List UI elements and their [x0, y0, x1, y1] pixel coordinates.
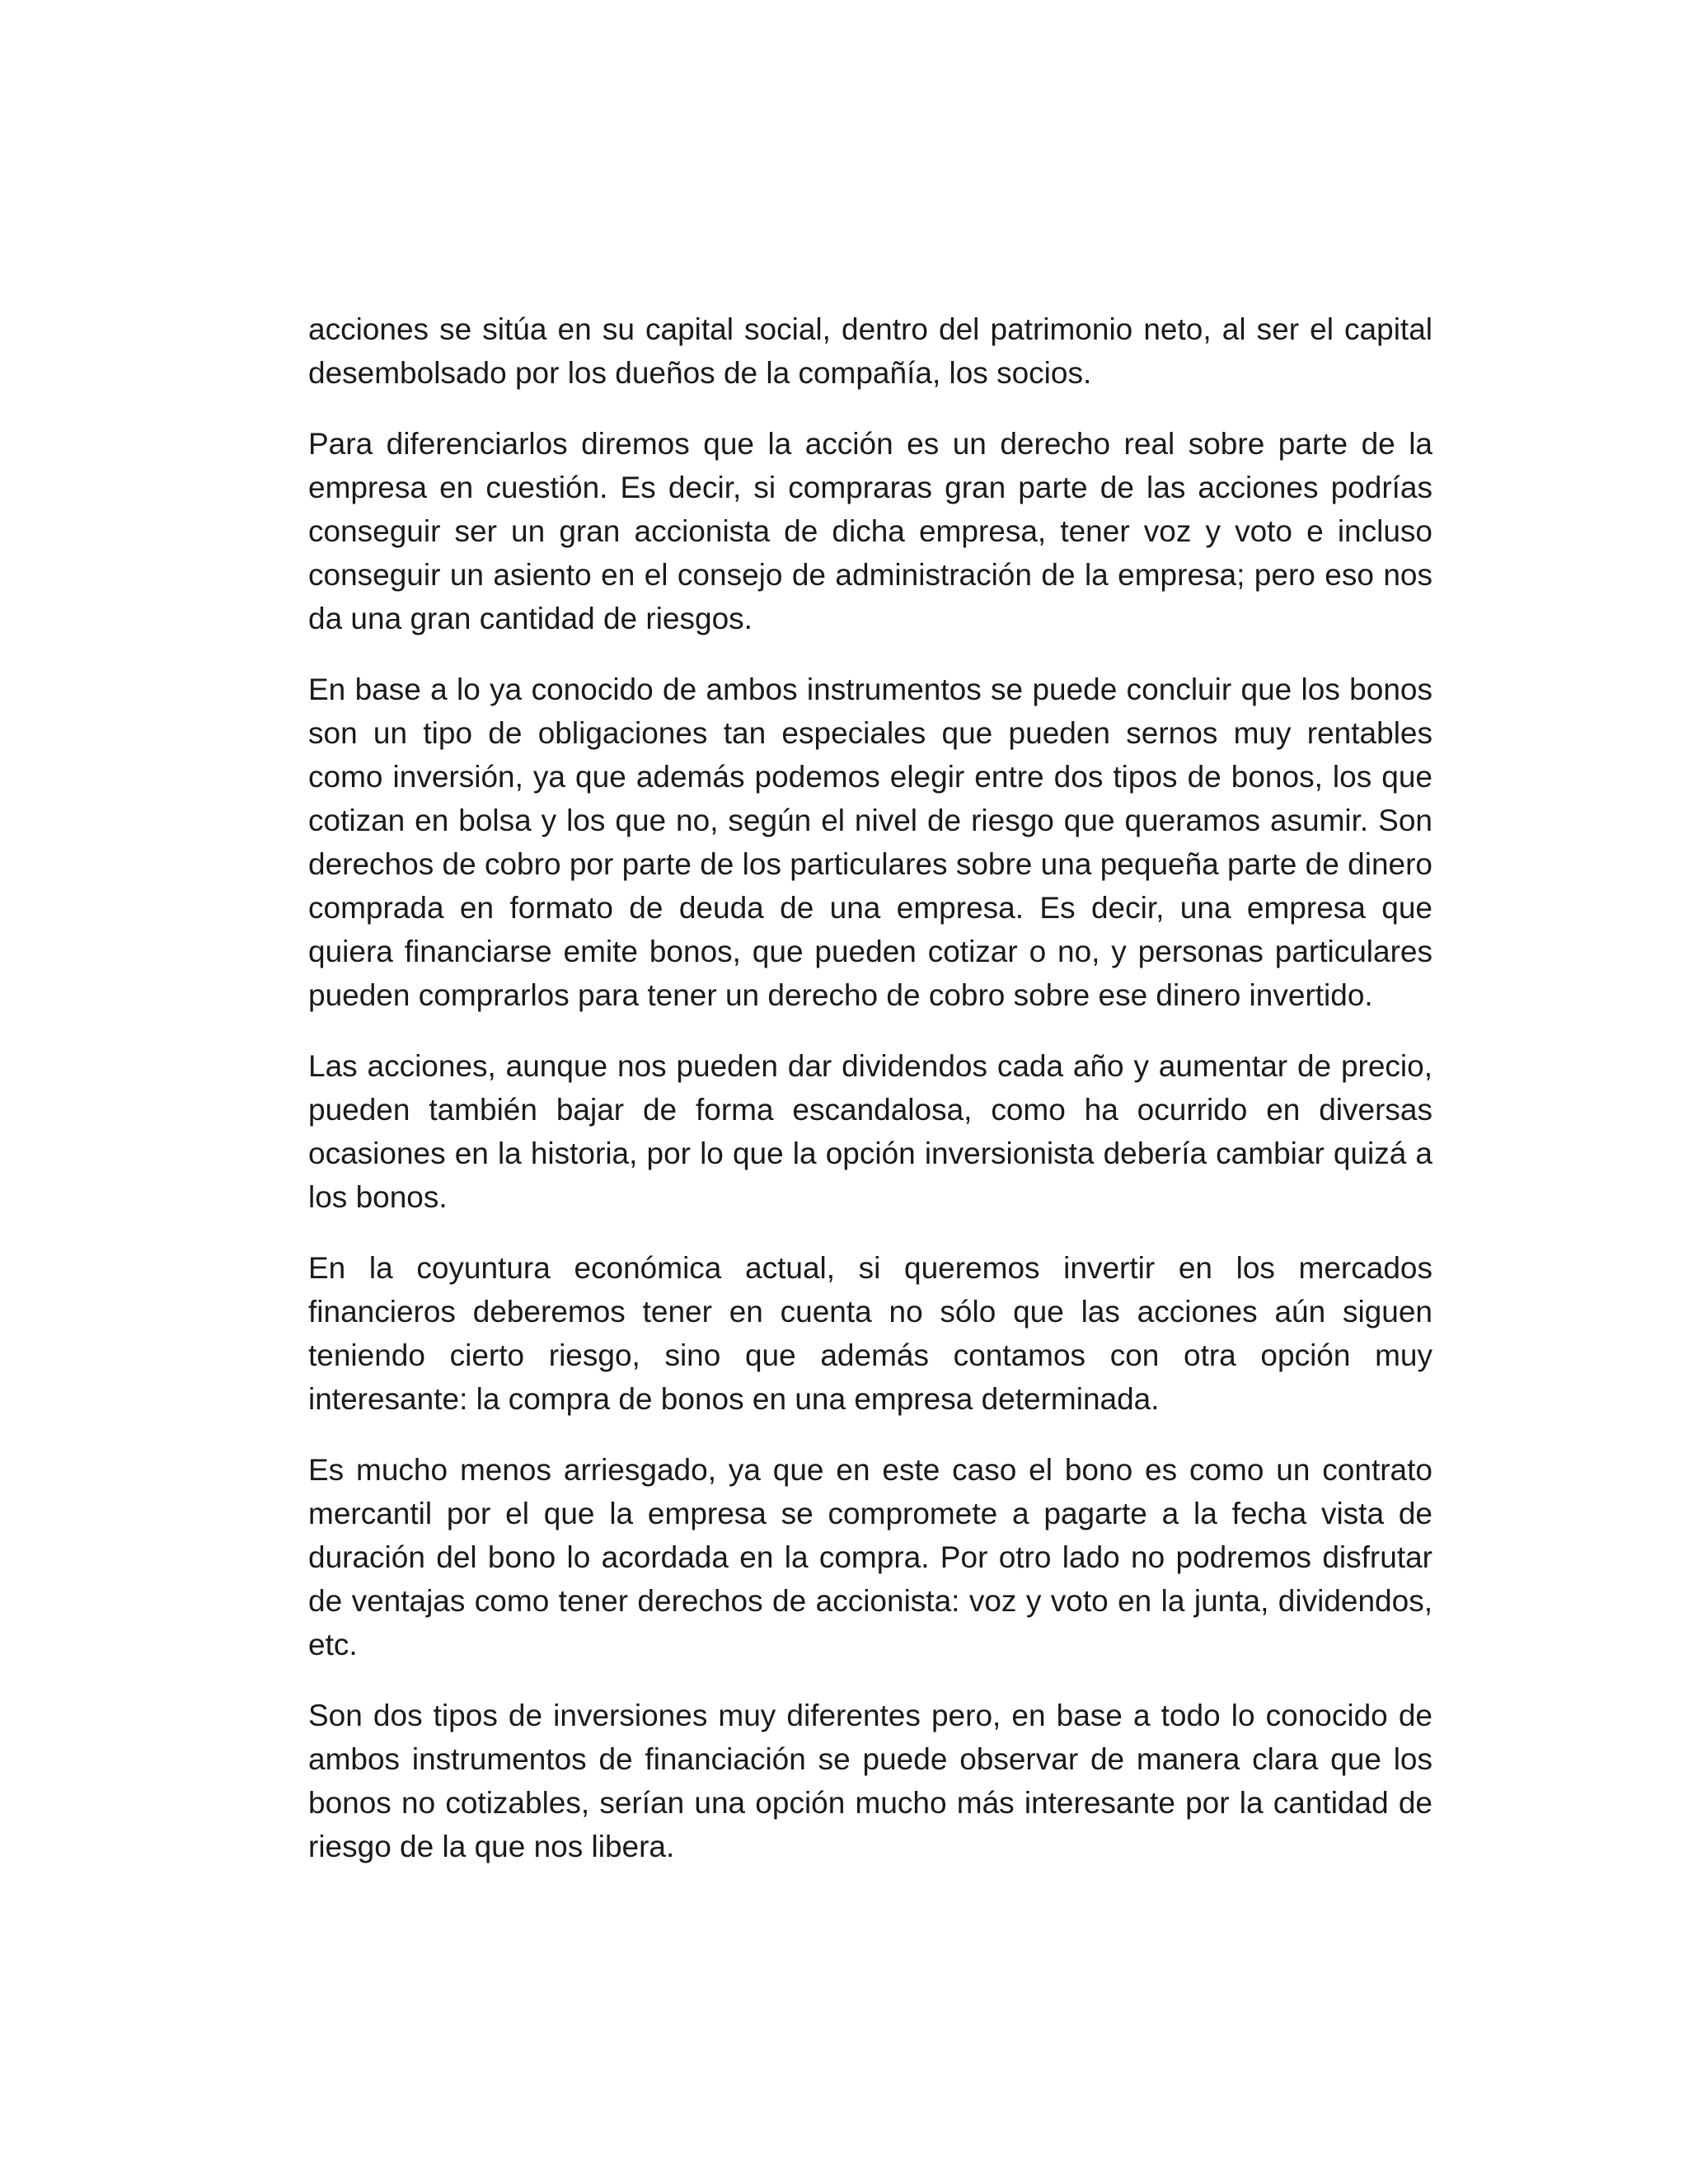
- body-text: [308, 307, 1432, 1896]
- paragraph-4: Las acciones, aunque nos pueden dar dividendos cada año y aumentar de precio, pueden también bajar de forma escandalosa, como ha ocurrido en diversas ocasiones en la historia, por lo que la opción inversionista debería cambiar quizá a los bonos.: [308, 1049, 1432, 1214]
- paragraph-5: En la coyuntura económica actual, si queremos invertir en los mercados financieros deberemos tener en cuenta no sólo que las acciones aún siguen teniendo cierto riesgo, sino que además contamos con otra opción muy interesante: la compra de bonos en una empresa determinada.: [308, 1251, 1432, 1416]
- paragraph-3: En base a lo ya conocido de ambos instrumentos se puede concluir que los bonos son un tipo de obligaciones tan especiales que pueden sernos muy rentables como inversión, ya que además podemos elegir entre dos tipos de bonos, los que cotizan en bolsa y los que no, según el nivel de riesgo que queramos asumir. Son derechos de cobro por parte de los particulares sobre una pequeña parte de dinero comprada en formato de deuda de una empresa. Es decir, una empresa que quiera financiarse emite bonos, que pueden cotizar o no, y personas particulares pueden comprarlos para tener un derecho de cobro sobre ese dinero invertido.: [308, 673, 1432, 1012]
- paragraph-6: Es mucho menos arriesgado, ya que en este caso el bono es como un contrato mercantil por el que la empresa se compromete a pagarte a la fecha vista de duración del bono lo acordada en la compra. Por otro lado no podremos disfrutar de ventajas como tener derechos de accionista: voz y voto en la junta, dividendos, etc.: [308, 1453, 1432, 1661]
- paragraph-2: Para diferenciarlos diremos que la acción es un derecho real sobre parte de la empresa en cuestión. Es decir, si compraras gran parte de las acciones podrías conseguir ser un gran accionista de dicha empresa, tener voz y voto e incluso conseguir un asiento en el consejo de administración de la empresa; pero eso nos da una gran cantidad de riesgos.: [308, 427, 1432, 635]
- paragraph-1: acciones se sitúa en su capital social, dentro del patrimonio neto, al ser el capital desembolsado por los dueños de la compañía, los socios.: [308, 312, 1432, 390]
- paragraph-7: Son dos tipos de inversiones muy diferentes pero, en base a todo lo conocido de ambos instrumentos de financiación se puede observar de manera clara que los bonos no cotizables, serían una opción mucho más interesante por la cantidad de riesgo de la que nos libera.: [308, 1699, 1432, 1863]
